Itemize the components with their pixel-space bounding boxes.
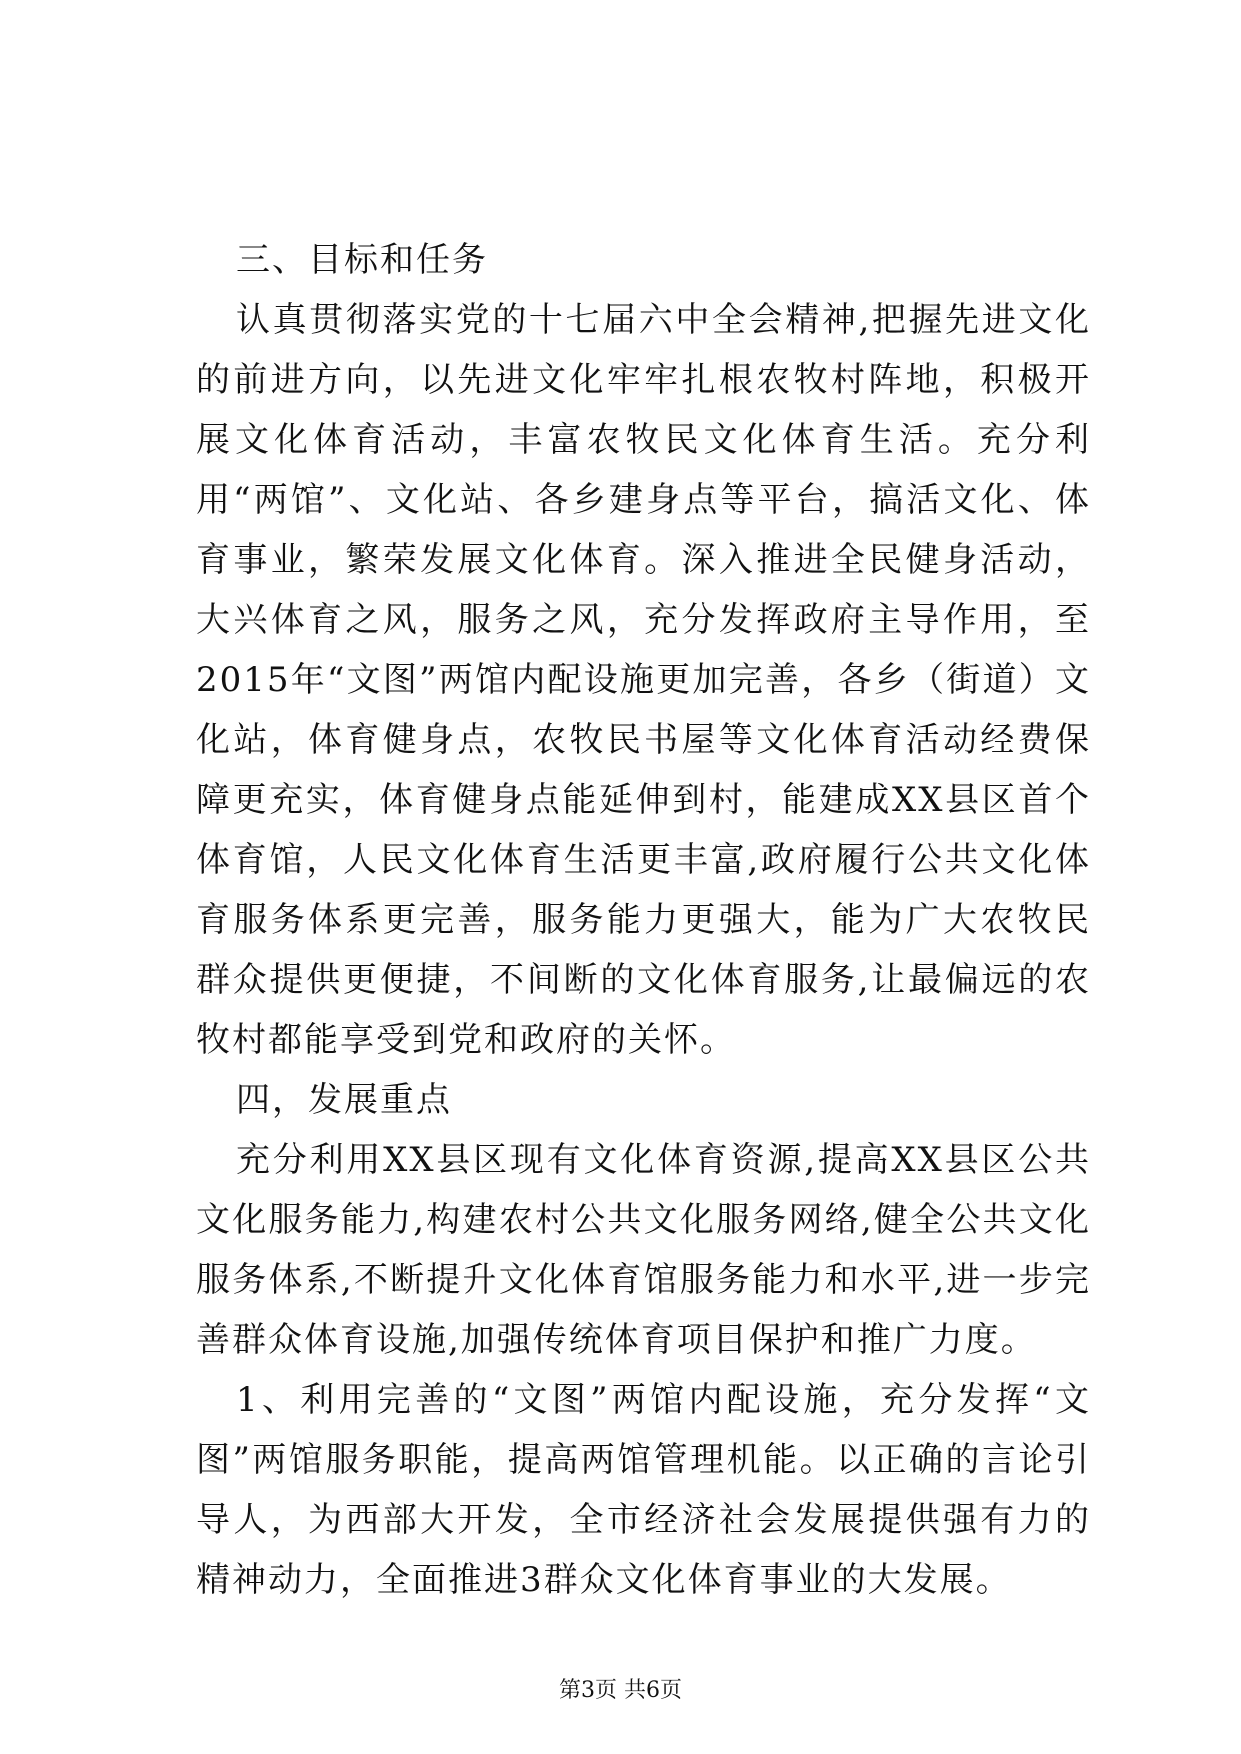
paragraph-item-1: 1、利用完善的“文图”两馆内配设施，充分发挥“文图”两馆服务职能，提高两馆管理机能。以正确的言论引导人，为西部大开发，全市经济社会发展提供强有力的精神动力，全面推进3群众文化体育事业的大发展。 [196,1380,1091,1600]
page-footer: 第3页 共6页 [559,1678,682,1703]
section-heading-focus: 四，发展重点 [236,1080,452,1120]
paragraph-goals: 认真贯彻落实党的十七届六中全会精神,把握先进文化的前进方向，以先进文化牢牢扎根农牧村阵地，积极开展文化体育活动，丰富农牧民文化体育生活。充分利用“两馆”、文化站、各乡建身点等平台，搞活文化、体育事业，繁荣发展文化体育。深入推进全民健身活动，大兴体育之风，服务之风，充分发挥政府主导作用，至2015年“文图”两馆内配设施更加完善，各乡（街道）文化站，体育健身点，农牧民书屋等文化体育活动经费保障更充实，体育健身点能延伸到村，能建成XX县区首个体育馆，人民文化体育生活更丰富,政府履行公共文化体育服务体系更完善，服务能力更强大，能为广大农牧民群众提供更便捷，不间断的文化体育服务,让最偏远的农牧村都能享受到党和政府的关怀。 [196,300,1091,1060]
paragraph-focus: 充分利用XX县区现有文化体育资源,提高XX县区公共文化服务能力,构建农村公共文化服务网络,健全公共文化服务体系,不断提升文化体育馆服务能力和水平,进一步完善群众体育设施,加强传统体育项目保护和推广力度。 [196,1140,1091,1360]
section-heading-goals: 三、目标和任务 [236,240,488,280]
document-body [196,230,1091,1610]
